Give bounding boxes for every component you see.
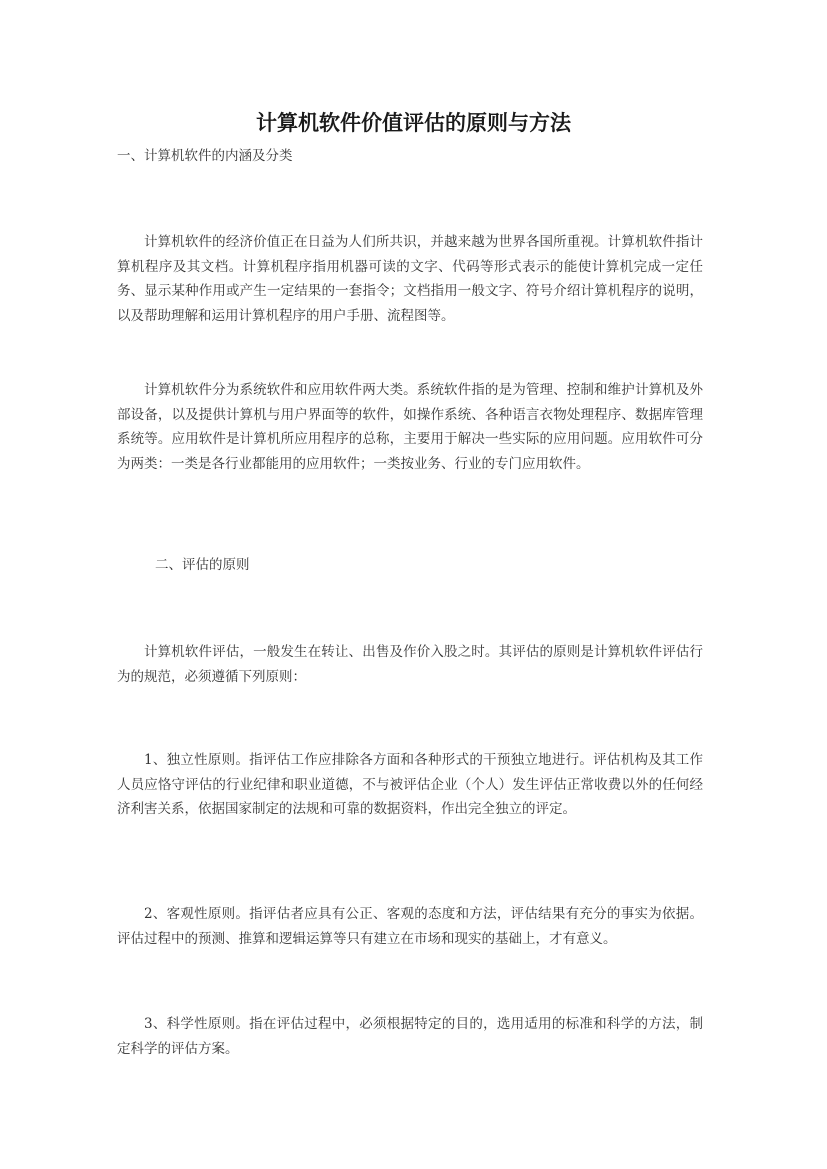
paragraph-objectivity-principle: 2、客观性原则。指评估者应具有公正、客观的态度和方法，评估结果有充分的事实为依据。评估过程中的预测、推算和逻辑运算等只有建立在市场和现实的基础上，才有意义。 xyxy=(117,906,703,947)
section-heading-2: 二、评估的原则 xyxy=(155,557,250,573)
document-title: 计算机软件价值评估的原则与方法 xyxy=(256,110,571,135)
paragraph-scientific-principle: 3、科学性原则。指在评估过程中，必须根据特定的目的，选用适用的标准和科学的方法，制定科学的评估方案。 xyxy=(117,1016,703,1057)
paragraph-software-definition: 计算机软件的经济价值正在日益为人们所共识，并越来越为世界各国所重视。计算机软件指计算机程序及其文档。计算机程序指用机器可读的文字、代码等形式表示的能使计算机完成一定任务、显示某种作用或产生一定结果的一套指令；文档指用一般文字、符号介绍计算机程序的说明，以及帮助理解和运用计算机程序的用户手册、流程图等。 xyxy=(117,234,703,324)
paragraph-independence-principle: 1、独立性原则。指评估工作应排除各方面和各种形式的干预独立地进行。评估机构及其工作人员应恪守评估的行业纪律和职业道德，不与被评估企业（个人）发生评估正常收费以外的任何经济利害关系，依据国家制定的法规和可靠的数据资料，作出完全独立的评定。 xyxy=(117,752,703,817)
paragraph-software-classification: 计算机软件分为系统软件和应用软件两大类。系统软件指的是为管理、控制和维护计算机及外部设备，以及提供计算机与用户界面等的软件，如操作系统、各种语言衣物处理程序、数据库管理系统等。应用软件是计算机所应用程序的总称，主要用于解决一些实际的应用问题。应用软件可分为两类：一类是各行业都能用的应用软件；一类按业务、行业的专门应用软件。 xyxy=(117,382,703,472)
section-heading-1: 一、计算机软件的内涵及分类 xyxy=(117,148,293,164)
paragraph-evaluation-principles-intro: 计算机软件评估，一般发生在转让、出售及作价入股之时。其评估的原则是计算机软件评估行为的规范，必须遵循下列原则： xyxy=(117,644,703,685)
